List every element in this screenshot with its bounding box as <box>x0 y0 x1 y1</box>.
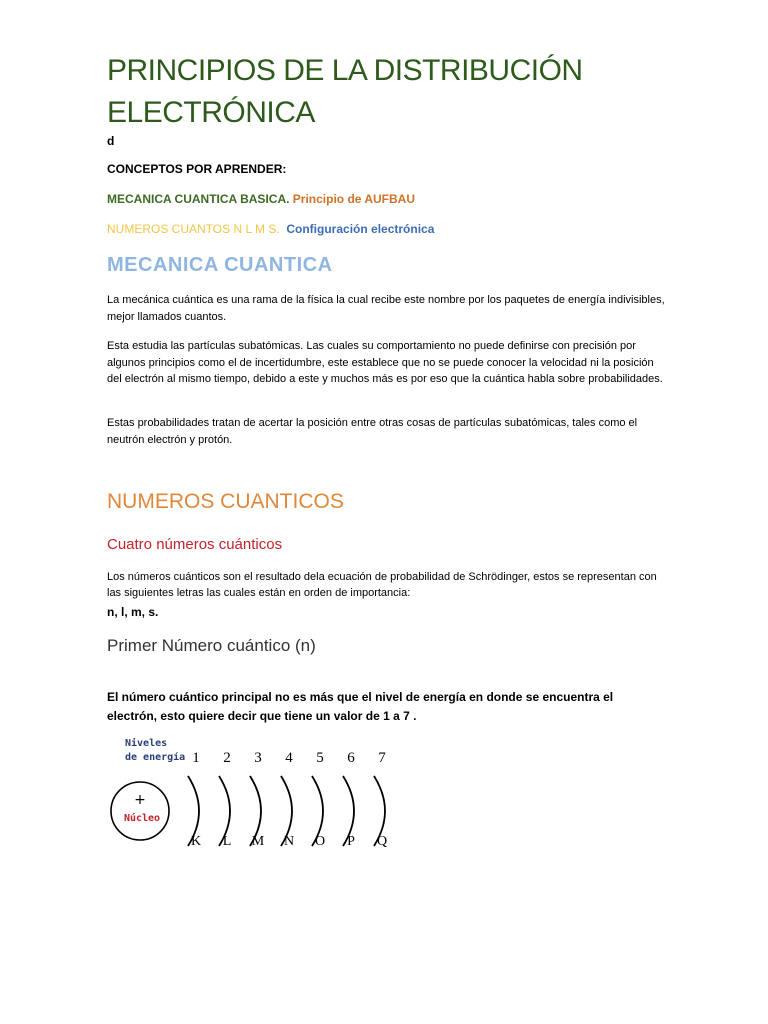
concept-aufbau: Principio de AUFBAU <box>289 192 415 206</box>
paragraph-5: El número cuántico principal no es más que el nivel de energía en donde se encuentra el electrón, esto quiere decir que tiene un valor de 1 a 7 . <box>107 690 614 723</box>
diagram-label-1: Niveles <box>125 738 168 749</box>
concepts-line-2 <box>107 222 434 236</box>
page-title: PRINCIPIOS DE LA DISTRIBUCIÓN ELECTRÓNICA <box>107 54 583 129</box>
subheading-cuatro: Cuatro números cuánticos <box>107 536 283 553</box>
diagram-label-2: de energía <box>125 752 186 763</box>
section-heading-mecanica: MECANICA CUANTICA <box>107 254 333 276</box>
level-number-2: 2 <box>223 750 231 766</box>
level-letter-P: P <box>347 834 355 849</box>
section-heading-numeros: NUMEROS CUANTICOS <box>107 490 344 513</box>
concept-mecanica: MECANICA CUANTICA BASICA. <box>107 192 290 206</box>
level-letter-O: O <box>314 834 326 849</box>
level-letter-N: N <box>283 834 295 849</box>
level-number-6: 6 <box>347 750 355 766</box>
level-letter-L: L <box>222 834 232 849</box>
paragraph-4: Los números cuánticos son el resultado dela ecuación de probabilidad de Schrödinger, estos se representan con las siguientes letras las cuales están en orden de importancia: <box>107 571 657 599</box>
level-numbers <box>192 750 386 766</box>
paragraph-2: Esta estudia las partículas subatómicas. Las cuales su comportamiento no puede definirse con precisión por algunos principios como el de incertidumbre, este establece que no se puede conocer la velocidad ni la posición del electrón al mismo tiempo, debido a este y muchos más es por eso que la cuántica habla sobre probabilidades. <box>107 340 663 385</box>
level-letter-M: M <box>251 834 265 849</box>
concept-numeros: NUMEROS CUANTOS N L M S. <box>107 222 280 236</box>
paragraph-1: La mecánica cuántica es una rama de la física la cual recibe este nombre por los paquetes de energía indivisibles, mejor llamados cuantos. <box>107 294 665 323</box>
concepts-label: CONCEPTOS POR APRENDER: <box>107 162 287 176</box>
nucleus-circle <box>111 782 169 840</box>
quantum-letters: n, l, m, s. <box>107 605 159 619</box>
level-letter-K: K <box>190 834 202 849</box>
stray-text: d <box>107 134 115 148</box>
level-number-7: 7 <box>378 750 386 766</box>
level-letter-Q: Q <box>376 834 388 849</box>
concept-configuracion: Configuración electrónica <box>286 222 435 236</box>
level-letters <box>191 834 387 849</box>
concepts-line-1 <box>107 192 415 206</box>
level-number-5: 5 <box>316 750 324 766</box>
level-number-1: 1 <box>192 750 200 766</box>
level-number-3: 3 <box>254 750 262 766</box>
nucleus-plus: + <box>134 792 146 808</box>
subheading-primer: Primer Número cuántico (n) <box>107 636 316 655</box>
paragraph-3: Estas probabilidades tratan de acertar la posición entre otras cosas de partículas subatómicas, tales como el neutrón electrón y protón. <box>107 417 638 446</box>
nucleus-label: Núcleo <box>123 813 161 824</box>
level-number-4: 4 <box>285 750 293 766</box>
energy-levels-diagram <box>104 732 434 856</box>
